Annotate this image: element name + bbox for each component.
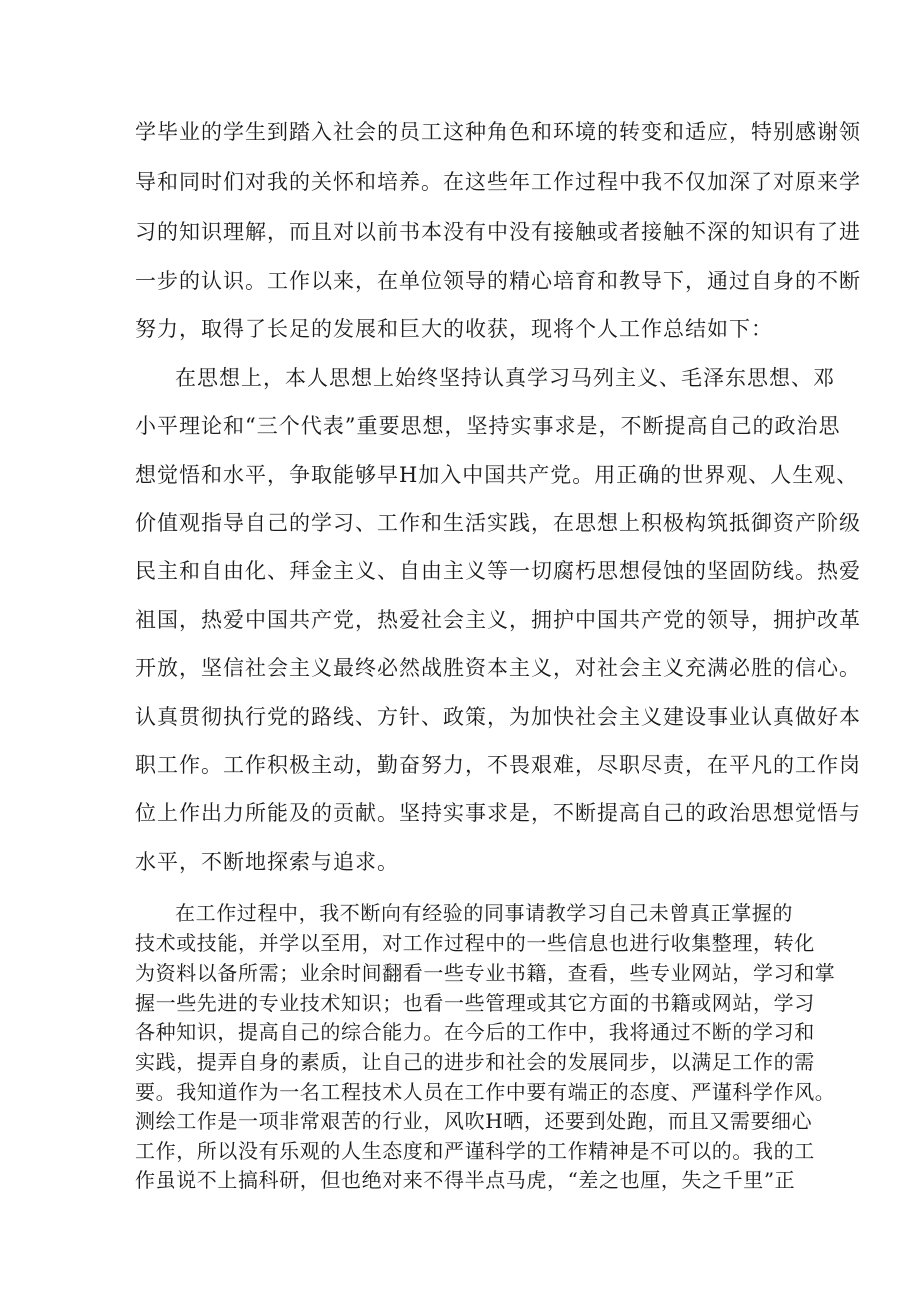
text-line: 想觉悟和水平，争取能够早H加入中国共产党。用正确的世界观、人生观、 xyxy=(135,463,859,487)
text-line: 技术或技能，并学以至用，对工作过程中的一些信息也进行收集整理，转化 xyxy=(135,931,815,955)
text-line: 水平，不断地探索与追求。 xyxy=(135,850,399,874)
text-line: 各种知识，提高自己的综合能力。在今后的工作中，我将通过不断的学习和 xyxy=(135,1020,815,1044)
text-line: 在思想上，本人思想上始终坚持认真学习马列主义、毛泽东思想、邓 xyxy=(175,366,835,390)
text-line: 价值观指导自己的学习、工作和生活实践，在思想上积极构筑抵御资产阶级 xyxy=(135,511,861,535)
text-line: 习的知识理解，而且对以前书本没有中没有接触或者接触不深的知识有了进 xyxy=(135,220,861,244)
text-line: 开放，坚信社会主义最终必然战胜资本主义，对社会主义充满必胜的信心。 xyxy=(135,656,861,680)
text-line: 要。我知道作为一名工程技术人员在工作中要有端正的态度、严谨科学作风。 xyxy=(135,1080,836,1104)
text-line: 测绘工作是一项非常艰苦的行业，风吹H晒，还要到处跑，而且又需要细心 xyxy=(135,1109,813,1133)
text-line: 学毕业的学生到踏入社会的员工这种角色和环境的转变和适应，特别感谢领 xyxy=(135,120,861,144)
text-line: 一步的认识。工作以来，在单位领导的精心培育和教导下，通过自身的不断 xyxy=(135,269,861,293)
text-line: 民主和自由化、拜金主义、自由主义等一切腐朽思想侵蚀的坚固防线。热爱 xyxy=(135,559,861,583)
text-line: 工作，所以没有乐观的人生态度和严谨科学的工作精神是不可以的。我的工 xyxy=(135,1139,815,1163)
text-line: 为资料以备所需；业余时间翻看一些专业书籍，查看，些专业网站，学习和掌 xyxy=(135,961,836,985)
text-line: 祖国，热爱中国共产党，热爱社会主义，拥护中国共产党的领导，拥护改革 xyxy=(135,608,861,632)
text-line: 小平理论和“三个代表”重要思想，坚持实事求是，不断提高自己的政治思 xyxy=(135,414,841,438)
text-line: 握一些先进的专业技术知识；也看一些管理或其它方面的书籍或网站，学习 xyxy=(135,991,815,1015)
text-line: 职工作。工作积极主动，勤奋努力，不畏艰难，尽职尽责，在平凡的工作岗 xyxy=(135,753,861,777)
text-line: 导和同时们对我的关怀和培养。在这些年工作过程中我不仅加深了对原来学 xyxy=(135,170,861,194)
text-line: 实践，提弄自身的素质，让自己的进步和社会的发展同步，以满足工作的需 xyxy=(135,1050,815,1074)
text-line: 努力，取得了长足的发展和巨大的收获，现将个人工作总结如下： xyxy=(135,317,773,341)
text-line: 在工作过程中，我不断向有经验的同事请教学习自己未曾真正掌握的 xyxy=(175,901,793,925)
text-line: 作虽说不上搞科研，但也绝对来不得半点马虎，“差之也厘，失之千里”正 xyxy=(135,1168,796,1192)
text-line: 认真贯彻执行党的路线、方针、政策，为加快社会主义建设事业认真做好本 xyxy=(135,705,861,729)
text-line: 位上作出力所能及的贡献。坚持实事求是，不断提高自己的政治思想觉悟与 xyxy=(135,801,861,825)
